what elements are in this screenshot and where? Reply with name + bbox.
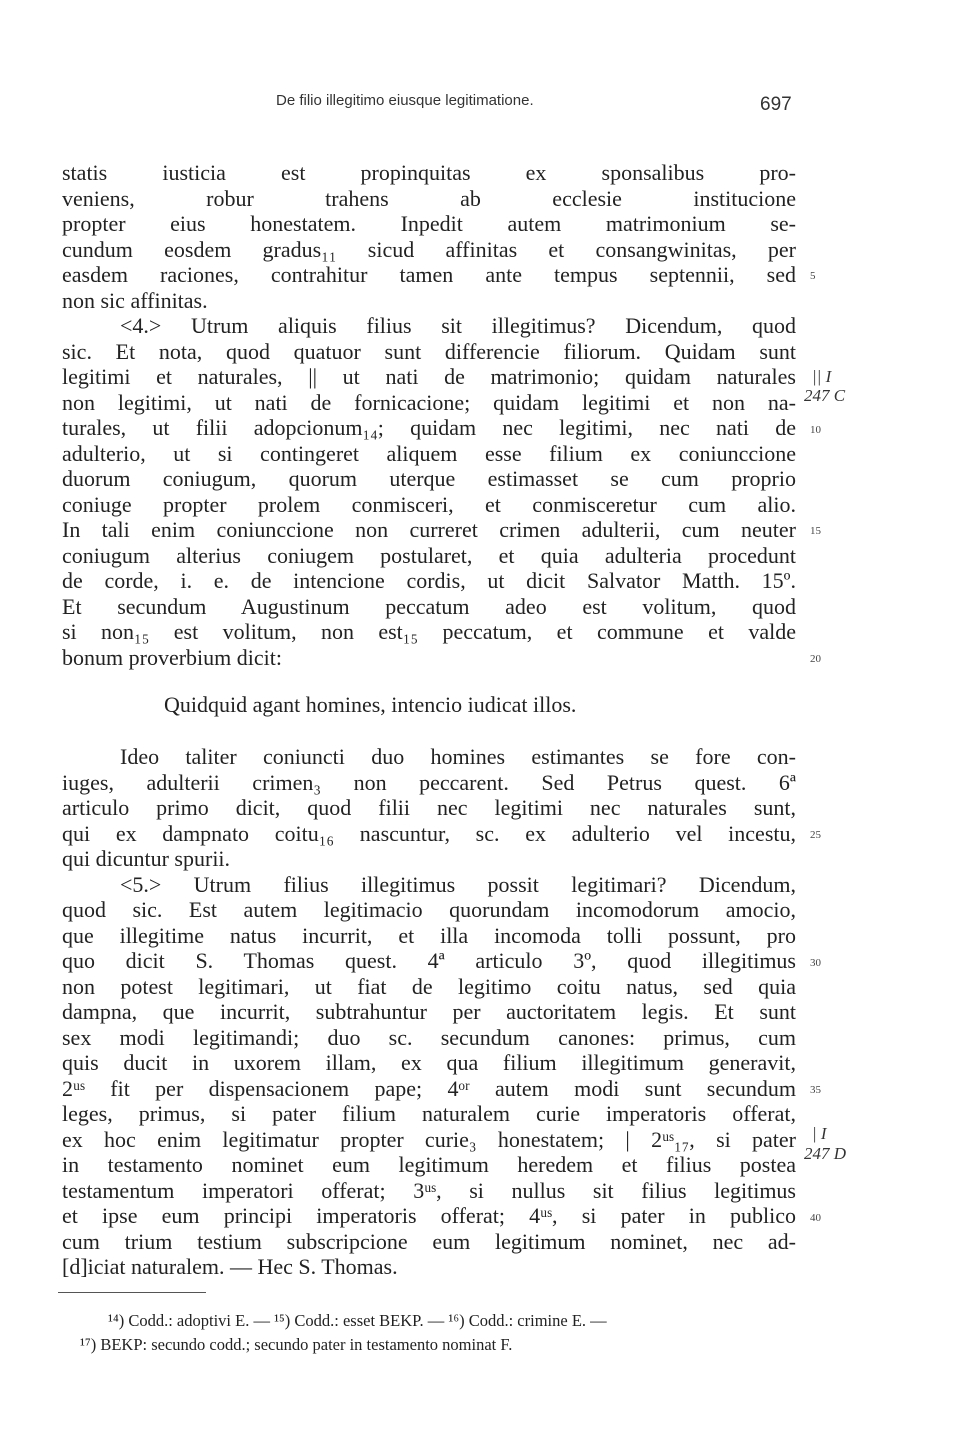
line-number: 10 <box>810 424 821 436</box>
running-head: De filio illegitimo eiusque legitimatione. <box>276 92 534 109</box>
text-line: Et secundum Augustinum peccatum adeo est volitum, quod <box>62 594 796 619</box>
footnote-line: ¹⁷) BEKP: secundo codd.; secundo pater in testamento nominat F. <box>80 1335 513 1354</box>
manuscript-reference: 247 D <box>804 1144 847 1163</box>
section-heading-line: <4.> Utrum aliquis filius sit illegitimus? Dicendum, quod <box>120 313 796 338</box>
text-line: testamentum imperatori offerat; 3ᵘˢ, si nullus sit filius legitimus <box>62 1178 796 1203</box>
line-number: 40 <box>810 1212 821 1224</box>
text-line: ex hoc enim legitimatur propter curie₃ honestatem; | 2ᵘˢ₁₇, si pater <box>62 1127 796 1152</box>
line-number: 35 <box>810 1084 821 1096</box>
text-line: adulterio, ut si contingeret aliquem esse filium ex coniunccione <box>62 441 796 466</box>
line-number: 25 <box>810 829 821 841</box>
text-line: iuges, adulterii crimen₃ non peccarent. Sed Petrus quest. 6ª <box>62 770 796 795</box>
text-line: articulo primo dicit, quod filii nec legitimi nec naturales sunt, <box>62 795 796 820</box>
text-line: easdem raciones, contrahitur tamen ante tempus septennii, sed <box>62 262 796 287</box>
text-line: non potest legitimari, ut fiat de legitimo coitu natus, sed quia <box>62 974 796 999</box>
text-line: quo dicit S. Thomas quest. 4ª articulo 3º, quod illegitimus <box>62 948 796 973</box>
text-line: sic. Et nota, quod quatuor sunt differencie filiorum. Quidam sunt <box>62 339 796 364</box>
text-line: dampna, que incurrit, subtrahuntur per auctoritatem legis. Et sunt <box>62 999 796 1024</box>
text-line: veniens, robur trahens ab ecclesie institucione <box>62 186 796 211</box>
text-line: cundum eosdem gradus₁₁ sicud affinitas et consangwinitas, per <box>62 237 796 262</box>
text-line: bonum proverbium dicit: <box>62 645 282 670</box>
footnote-line: ¹⁴) Codd.: adoptivi E. — ¹⁵) Codd.: esset BEKP. — ¹⁶) Codd.: crimine E. — <box>108 1311 607 1330</box>
text-line: [d]iciat naturalem. — Hec S. Thomas. <box>62 1254 398 1279</box>
text-line: de corde, i. e. de intencione cordis, ut dicit Salvator Matth. 15º. <box>62 568 796 593</box>
verse-quotation: Quidquid agant homines, intencio iudicat illos. <box>164 692 577 717</box>
text-line: sex modi legitimandi; duo sc. secundum canones: primus, cum <box>62 1025 796 1050</box>
text-line: In tali enim coniunccione non curreret crimen adulterii, cum neuter <box>62 517 796 542</box>
text-line: statis iusticia est propinquitas ex sponsalibus pro- <box>62 160 796 185</box>
text-line: duorum coniugum, quorum uterque estimasset se cum proprio <box>62 466 796 491</box>
text-line: qui dicuntur spurii. <box>62 846 231 871</box>
text-line: turales, ut filii adopcionum₁₄; quidam nec legitimi, nec nati de <box>62 415 796 440</box>
text-line: Ideo taliter coniuncti duo homines estimantes se fore con- <box>120 744 796 769</box>
line-number: 15 <box>810 525 821 537</box>
footnote-rule <box>58 1292 206 1293</box>
text-line: leges, primus, si pater filium naturalem curie imperatoris offerat, <box>62 1101 796 1126</box>
text-line: et ipse eum principi imperatoris offerat; 4ᵘˢ, si pater in publico <box>62 1203 796 1228</box>
text-line: quis ducit in uxorem illam, ex qua filium illegitimum generavit, <box>62 1050 796 1075</box>
line-number: 30 <box>810 957 821 969</box>
text-line: 2ᵘˢ fit per dispensacionem pape; 4ᵒʳ autem modi sunt secundum <box>62 1076 796 1101</box>
line-number: 20 <box>810 653 821 665</box>
text-line: propter eius honestatem. Inpedit autem matrimonium se- <box>62 211 796 236</box>
text-line: in testamento nominet eum legitimum heredem et filius postea <box>62 1152 796 1177</box>
manuscript-reference: 247 C <box>804 386 846 405</box>
text-line: qui ex dampnato coitu₁₆ nascuntur, sc. ex adulterio vel incestu, <box>62 821 796 846</box>
text-line: que illegitime natus incurrit, et illa incomoda tolli possunt, pro <box>62 923 796 948</box>
line-number: 5 <box>810 270 816 282</box>
manuscript-reference: | I <box>812 1124 827 1143</box>
text-line: cum trium testium subscripcione eum legitimum nominet, nec ad- <box>62 1229 796 1254</box>
text-line: coniugum alterius coniugem postularet, et quia adulteria procedunt <box>62 543 796 568</box>
text-line: coniuge propter prolem conmisceri, et conmisceretur cum alio. <box>62 492 796 517</box>
manuscript-reference: || I <box>812 367 832 386</box>
text-line: non sic affinitas. <box>62 288 208 313</box>
text-line: legitimi et naturales, || ut nati de matrimonio; quidam naturales <box>62 364 796 389</box>
text-line: non legitimi, ut nati de fornicacione; quidam legitimi et non na- <box>62 390 796 415</box>
text-line: quod sic. Est autem legitimacio quorundam incomodorum amocio, <box>62 897 796 922</box>
section-heading-line: <5.> Utrum filius illegitimus possit legitimari? Dicendum, <box>120 872 796 897</box>
page-number: 697 <box>760 94 792 115</box>
text-line: si non₁₅ est volitum, non est₁₅ peccatum, et commune et valde <box>62 619 796 644</box>
